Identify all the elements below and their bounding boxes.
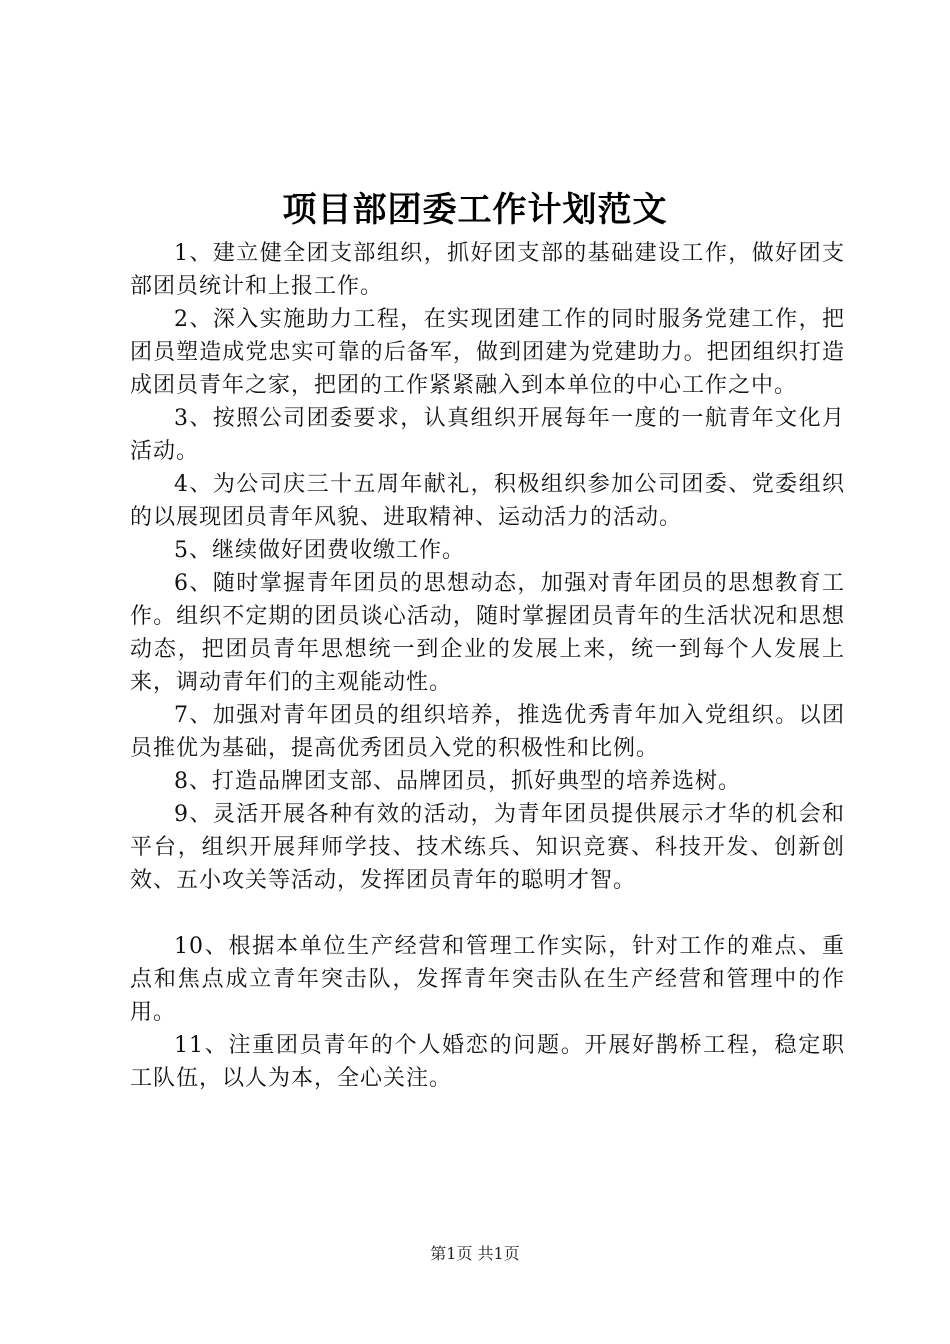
paragraph-4: 4、为公司庆三十五周年献礼，积极组织参加公司团委、党委组织的以展现团员青年风貌、进取精神、运动活力的活动。 xyxy=(130,472,845,530)
paragraph-11: 11、注重团员青年的个人婚恋的问题。开展好鹊桥工程，稳定职工队伍，以人为本，全心关注。 xyxy=(130,1033,845,1091)
document-body xyxy=(130,237,845,1095)
paragraph-3: 3、按照公司团委要求，认真组织开展每年一度的一航青年文化月活动。 xyxy=(130,406,845,464)
page-footer: 第1页 共1页 xyxy=(430,1244,520,1263)
paragraph-6: 6、随时掌握青年团员的思想动态，加强对青年团员的思想教育工作。组织不定期的团员谈心活动，随时掌握团员青年的生活状况和思想动态，把团员青年思想统一到企业的发展上来，统一到每个人发展上来，调动青年们的主观能动性。 xyxy=(130,571,845,695)
paragraph-1: 1、建立健全团支部组织，抓好团支部的基础建设工作，做好团支部团员统计和上报工作。 xyxy=(130,241,845,299)
document-title: 项目部团委工作计划范文 xyxy=(282,190,668,230)
paragraph-8: 8、打造品牌团支部、品牌团员，抓好典型的培养选树。 xyxy=(174,769,741,794)
paragraph-2: 2、深入实施助力工程，在实现团建工作的同时服务党建工作，把团员塑造成党忠实可靠的后备军，做到团建为党建助力。把团组织打造成团员青年之家，把团的工作紧紧融入到本单位的中心工作之中。 xyxy=(130,307,845,398)
paragraph-5: 5、继续做好团费收缴工作。 xyxy=(174,538,465,563)
paragraph-9: 9、灵活开展各种有效的活动，为青年团员提供展示才华的机会和平台，组织开展拜师学技、技术练兵、知识竞赛、科技开发、创新创效、五小攻关等活动，发挥团员青年的聪明才智。 xyxy=(130,802,845,893)
paragraph-10: 10、根据本单位生产经营和管理工作实际，针对工作的难点、重点和焦点成立青年突击队，发挥青年突击队在生产经营和管理中的作用。 xyxy=(130,934,845,1025)
paragraph-7: 7、加强对青年团员的组织培养，推选优秀青年加入党组织。以团员推优为基础，提高优秀团员入党的积极性和比例。 xyxy=(130,703,845,761)
